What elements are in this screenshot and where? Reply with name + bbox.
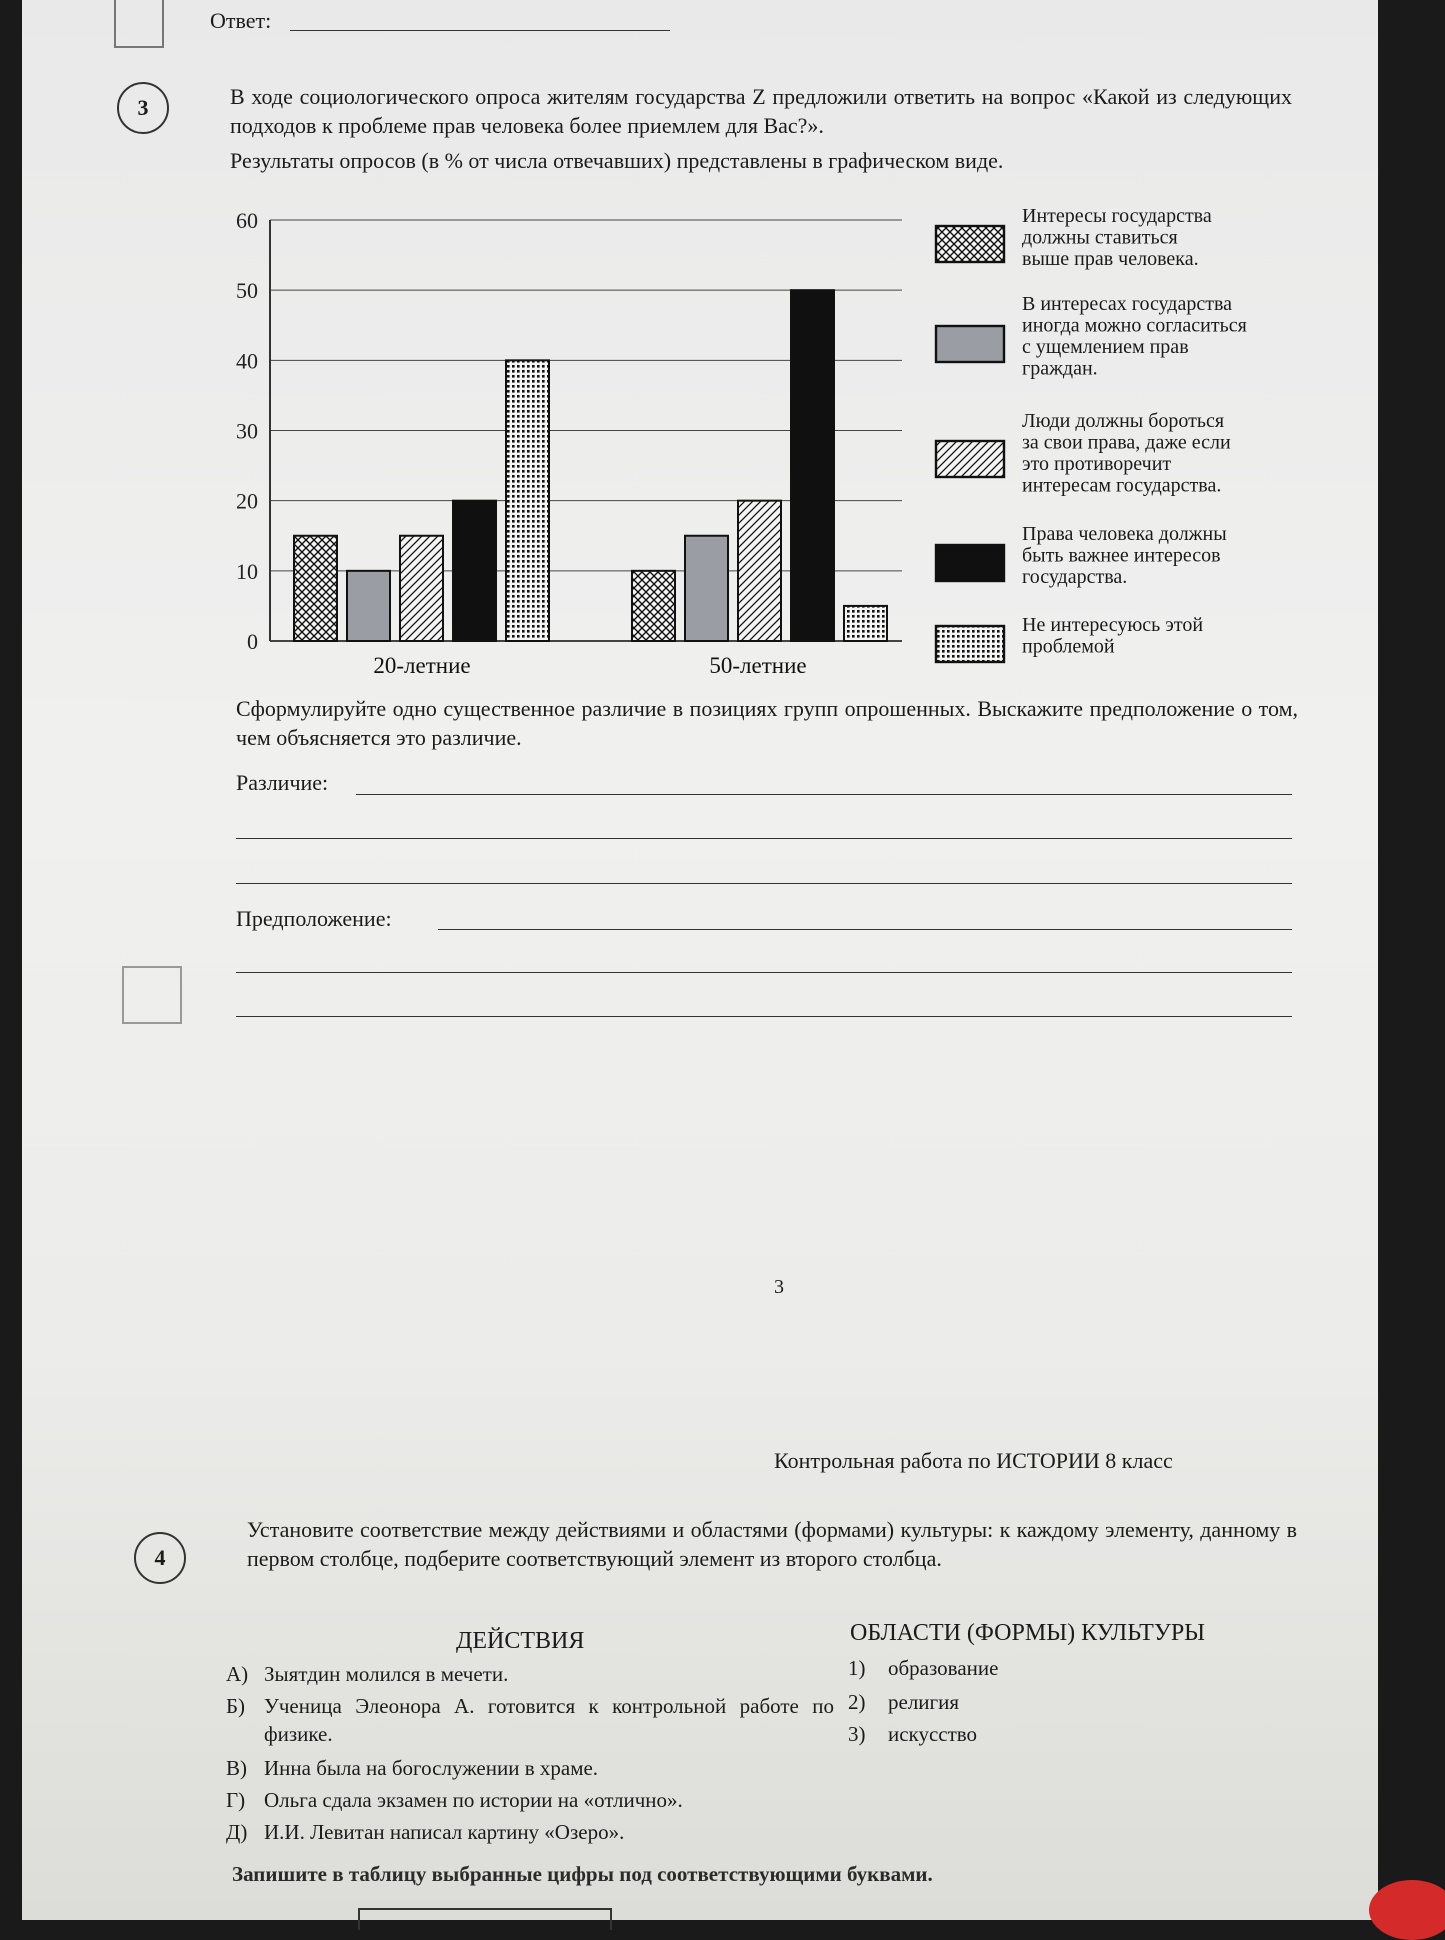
legend-swatch <box>936 226 1004 262</box>
action-text: Ольга сдала экзамен по истории на «отлично». <box>264 1788 683 1812</box>
difference-label: Различие: <box>236 770 329 795</box>
legend-label: проблемой <box>1022 635 1115 658</box>
legend-label: Права человека должны <box>1022 523 1227 545</box>
area-text: образование <box>888 1656 999 1680</box>
legend-label: иногда можно согласиться <box>1022 314 1247 337</box>
worksheet-page <box>22 0 1378 1920</box>
y-tick-label: 20 <box>236 488 258 514</box>
legend-label: выше прав человека. <box>1022 248 1199 270</box>
red-overlay-dot <box>1369 1880 1445 1940</box>
action-text: Инна была на богослужении в храме. <box>264 1756 599 1780</box>
action-b <box>226 1692 846 1748</box>
legend-label: Не интересуюсь этой <box>1022 614 1204 636</box>
chart-legend <box>936 205 1247 662</box>
bar <box>844 606 887 641</box>
actions-header: ДЕЙСТВИЯ <box>456 1628 585 1654</box>
area-number: 2) <box>848 1690 866 1714</box>
bar <box>294 536 337 641</box>
question-3-prompt: В ходе социологического опроса жителям государства Z предложили ответить на вопрос «Какой из следующих подходов к проблеме прав человека более приемлем для Вас?». <box>230 84 1292 138</box>
y-tick-label: 40 <box>236 348 258 374</box>
legend-label: государства. <box>1022 566 1128 588</box>
bar <box>791 290 834 641</box>
legend-swatch <box>936 441 1004 477</box>
chart-x-tick-labels <box>373 653 806 678</box>
page-number: 3 <box>774 1276 784 1298</box>
difference-line-3[interactable] <box>236 883 1292 884</box>
assumption-label: Предположение: <box>236 906 392 931</box>
area-number: 1) <box>848 1656 866 1680</box>
question-4-text: Установите соответствие между действиями и областями (формами) культуры: к каждому элементу, данному в первом столбце, подберите соответствующий элемент из второго столбца. <box>247 1517 1297 1571</box>
action-letter: Г) <box>226 1788 246 1812</box>
bar <box>685 536 728 641</box>
legend-label: Люди должны бороться <box>1022 410 1225 432</box>
question-number-3: 3 <box>117 82 169 134</box>
x-tick-label: 20-летние <box>373 653 471 678</box>
bar <box>632 571 675 641</box>
action-letter: В) <box>226 1756 247 1780</box>
bar <box>738 501 781 641</box>
action-d <box>226 1818 846 1846</box>
area-2 <box>848 1688 959 1716</box>
difference-line-2[interactable] <box>236 838 1292 839</box>
action-letter: Д) <box>226 1820 248 1844</box>
difference-line-1[interactable] <box>356 794 1292 795</box>
action-text: И.И. Левитан написал картину «Озеро». <box>264 1820 625 1844</box>
legend-label: это противоречит <box>1022 453 1172 475</box>
areas-header: ОБЛАСТИ (ФОРМЫ) КУЛЬТУРЫ <box>850 1620 1206 1646</box>
action-v <box>226 1754 846 1782</box>
bar <box>400 536 443 641</box>
legend-swatch <box>936 626 1004 662</box>
chart-bars <box>294 290 887 641</box>
question-4-instruction: Запишите в таблицу выбранные цифры под соответствующими буквами. <box>232 1862 933 1886</box>
chart-y-tick-labels <box>236 208 258 654</box>
area-text: искусство <box>888 1722 978 1746</box>
area-1 <box>848 1654 998 1682</box>
y-tick-label: 30 <box>236 418 258 444</box>
test-title: Контрольная работа по ИСТОРИИ 8 класс <box>774 1448 1173 1473</box>
legend-swatch <box>936 545 1004 581</box>
assumption-line-2[interactable] <box>236 972 1292 973</box>
legend-label: граждан. <box>1022 357 1098 380</box>
y-tick-label: 50 <box>236 278 258 304</box>
bar <box>347 571 390 641</box>
y-tick-label: 60 <box>236 208 258 233</box>
action-letter: А) <box>226 1662 249 1686</box>
legend-label: быть важнее интересов <box>1022 544 1221 567</box>
legend-label: В интересах государства <box>1022 293 1233 315</box>
question-number-4: 4 <box>134 1532 186 1584</box>
question-3-task: Сформулируйте одно существенное различие в позициях групп опрошенных. Выскажите предположение о том, чем объясняется это различие. <box>236 696 1298 750</box>
bar <box>506 360 549 641</box>
assumption-line-3[interactable] <box>236 1016 1292 1017</box>
legend-label: должны ставиться <box>1022 226 1178 249</box>
action-text: Зыятдин молился в мечети. <box>264 1662 509 1686</box>
area-3 <box>848 1720 977 1748</box>
legend-label: с ущемлением прав <box>1022 336 1189 358</box>
x-tick-label: 50-летние <box>709 653 807 678</box>
y-tick-label: 10 <box>236 558 258 584</box>
y-tick-label: 0 <box>247 629 258 654</box>
legend-label: за свои права, даже если <box>1022 431 1231 454</box>
answer-label: Ответ: <box>210 8 272 33</box>
assumption-line-1[interactable] <box>438 929 1292 930</box>
legend-label: интересам государства. <box>1022 474 1222 497</box>
area-text: религия <box>888 1690 960 1714</box>
legend-label: Интересы государства <box>1022 205 1212 227</box>
area-number: 3) <box>848 1722 866 1746</box>
action-text: Ученица Элеонора А. готовится к контрольной работе по физике. <box>264 1694 834 1746</box>
action-letter: Б) <box>226 1694 246 1718</box>
question-3-results-intro: Результаты опросов (в % от числа отвечавших) представлены в графическом виде. <box>230 148 1004 173</box>
legend-swatch <box>936 326 1004 362</box>
action-g <box>226 1786 846 1814</box>
action-a <box>226 1660 846 1688</box>
bar-chart <box>22 0 1378 700</box>
score-box-q3 <box>122 966 182 1024</box>
answer-table[interactable] <box>358 1908 612 1930</box>
bar <box>453 501 496 641</box>
